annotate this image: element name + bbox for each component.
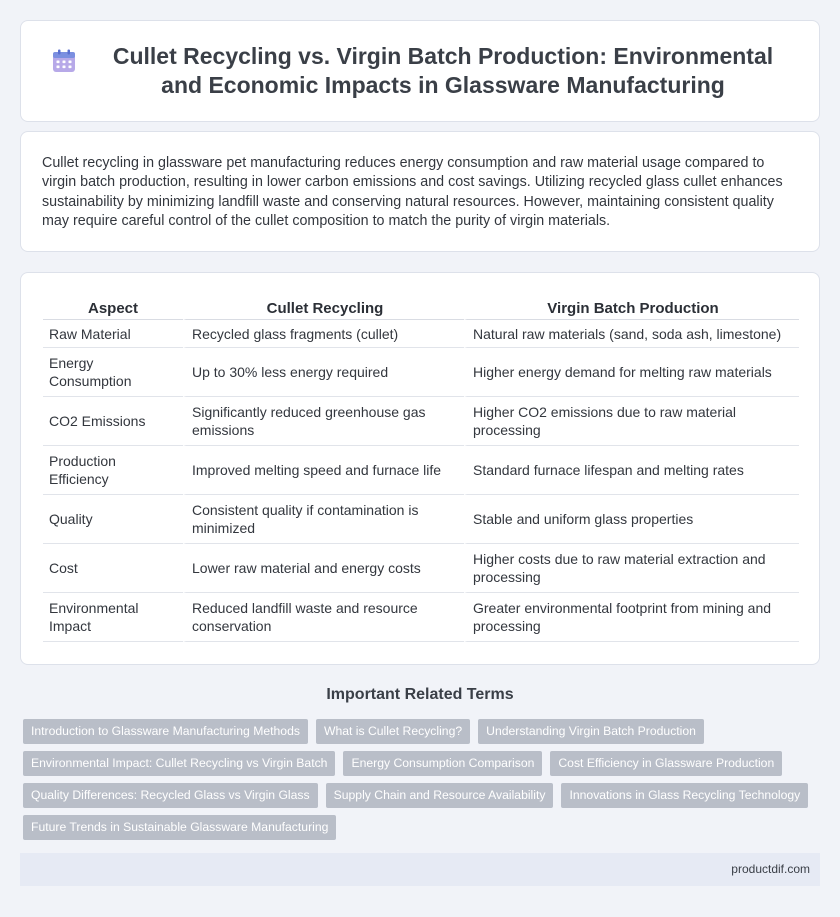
table-row bbox=[43, 320, 799, 348]
title-card bbox=[20, 20, 820, 122]
related-term-tag[interactable]: What is Cullet Recycling? bbox=[316, 719, 470, 744]
related-term-tag[interactable]: Environmental Impact: Cullet Recycling vs Virgin Batch bbox=[23, 751, 335, 776]
table-row bbox=[43, 593, 799, 642]
table-cell: Production Efficiency bbox=[43, 446, 183, 495]
related-term-tag[interactable]: Supply Chain and Resource Availability bbox=[326, 783, 554, 808]
table-cell: Raw Material bbox=[43, 320, 183, 348]
table-cell: Significantly reduced greenhouse gas emissions bbox=[183, 397, 464, 446]
table-row bbox=[43, 495, 799, 544]
related-term-tag[interactable]: Future Trends in Sustainable Glassware Manufacturing bbox=[23, 815, 336, 840]
tag-row bbox=[23, 815, 823, 840]
table-header-row bbox=[43, 295, 799, 320]
related-term-tag[interactable]: Energy Consumption Comparison bbox=[343, 751, 542, 776]
table-cell: Reduced landfill waste and resource conservation bbox=[183, 593, 464, 642]
table-cell: Consistent quality if contamination is minimized bbox=[183, 495, 464, 544]
related-term-tag[interactable]: Cost Efficiency in Glassware Production bbox=[550, 751, 782, 776]
table-cell: Up to 30% less energy required bbox=[183, 348, 464, 397]
table-cell: CO2 Emissions bbox=[43, 397, 183, 446]
table-row bbox=[43, 446, 799, 495]
table-cell: Higher energy demand for melting raw materials bbox=[464, 348, 799, 397]
table-cell: Higher CO2 emissions due to raw material processing bbox=[464, 397, 799, 446]
table-cell: Natural raw materials (sand, soda ash, limestone) bbox=[464, 320, 799, 348]
footer bbox=[20, 853, 820, 886]
table-cell: Quality bbox=[43, 495, 183, 544]
footer-brand[interactable]: productdif.com bbox=[731, 862, 810, 876]
table-cell: Energy Consumption bbox=[43, 348, 183, 397]
table-cell: Stable and uniform glass properties bbox=[464, 495, 799, 544]
table-cell: Standard furnace lifespan and melting rates bbox=[464, 446, 799, 495]
column-header: Cullet Recycling bbox=[183, 295, 464, 320]
table-cell: Cost bbox=[43, 544, 183, 593]
table-cell: Higher costs due to raw material extraction and processing bbox=[464, 544, 799, 593]
table-cell: Improved melting speed and furnace life bbox=[183, 446, 464, 495]
related-terms-tags bbox=[23, 719, 823, 847]
related-term-tag[interactable]: Introduction to Glassware Manufacturing Methods bbox=[23, 719, 308, 744]
related-term-tag[interactable]: Innovations in Glass Recycling Technology bbox=[561, 783, 808, 808]
table-cell: Lower raw material and energy costs bbox=[183, 544, 464, 593]
table-cell: Environmental Impact bbox=[43, 593, 183, 642]
table-row bbox=[43, 544, 799, 593]
intro-card bbox=[20, 131, 820, 252]
column-header: Aspect bbox=[43, 295, 183, 320]
comparison-table bbox=[43, 295, 799, 642]
column-header: Virgin Batch Production bbox=[464, 295, 799, 320]
table-row bbox=[43, 397, 799, 446]
page-title: Cullet Recycling vs. Virgin Batch Production: Environmental and Economic Impacts in Glassware Manufacturing bbox=[112, 43, 774, 98]
tag-row bbox=[23, 783, 823, 808]
calendar-icon bbox=[51, 48, 77, 74]
title-wrap bbox=[51, 42, 789, 100]
table-cell: Greater environmental footprint from mining and processing bbox=[464, 593, 799, 642]
comparison-table-card bbox=[20, 272, 820, 665]
related-term-tag[interactable]: Quality Differences: Recycled Glass vs Virgin Glass bbox=[23, 783, 318, 808]
related-term-tag[interactable]: Understanding Virgin Batch Production bbox=[478, 719, 704, 744]
table-cell: Recycled glass fragments (cullet) bbox=[183, 320, 464, 348]
intro-paragraph: Cullet recycling in glassware pet manufacturing reduces energy consumption and raw material usage compared to virgin batch production, resulting in lower carbon emissions and cost savings. Utilizing recycled glass cullet enhances sustainability by minimizing landfill waste and conserving natural resources. However, maintaining consistent quality may require careful control of the cullet composition to match the purity of virgin materials. bbox=[42, 155, 783, 229]
tag-row bbox=[23, 719, 823, 744]
table-row bbox=[43, 348, 799, 397]
tag-row bbox=[23, 751, 823, 776]
related-terms-heading: Important Related Terms bbox=[326, 686, 514, 703]
